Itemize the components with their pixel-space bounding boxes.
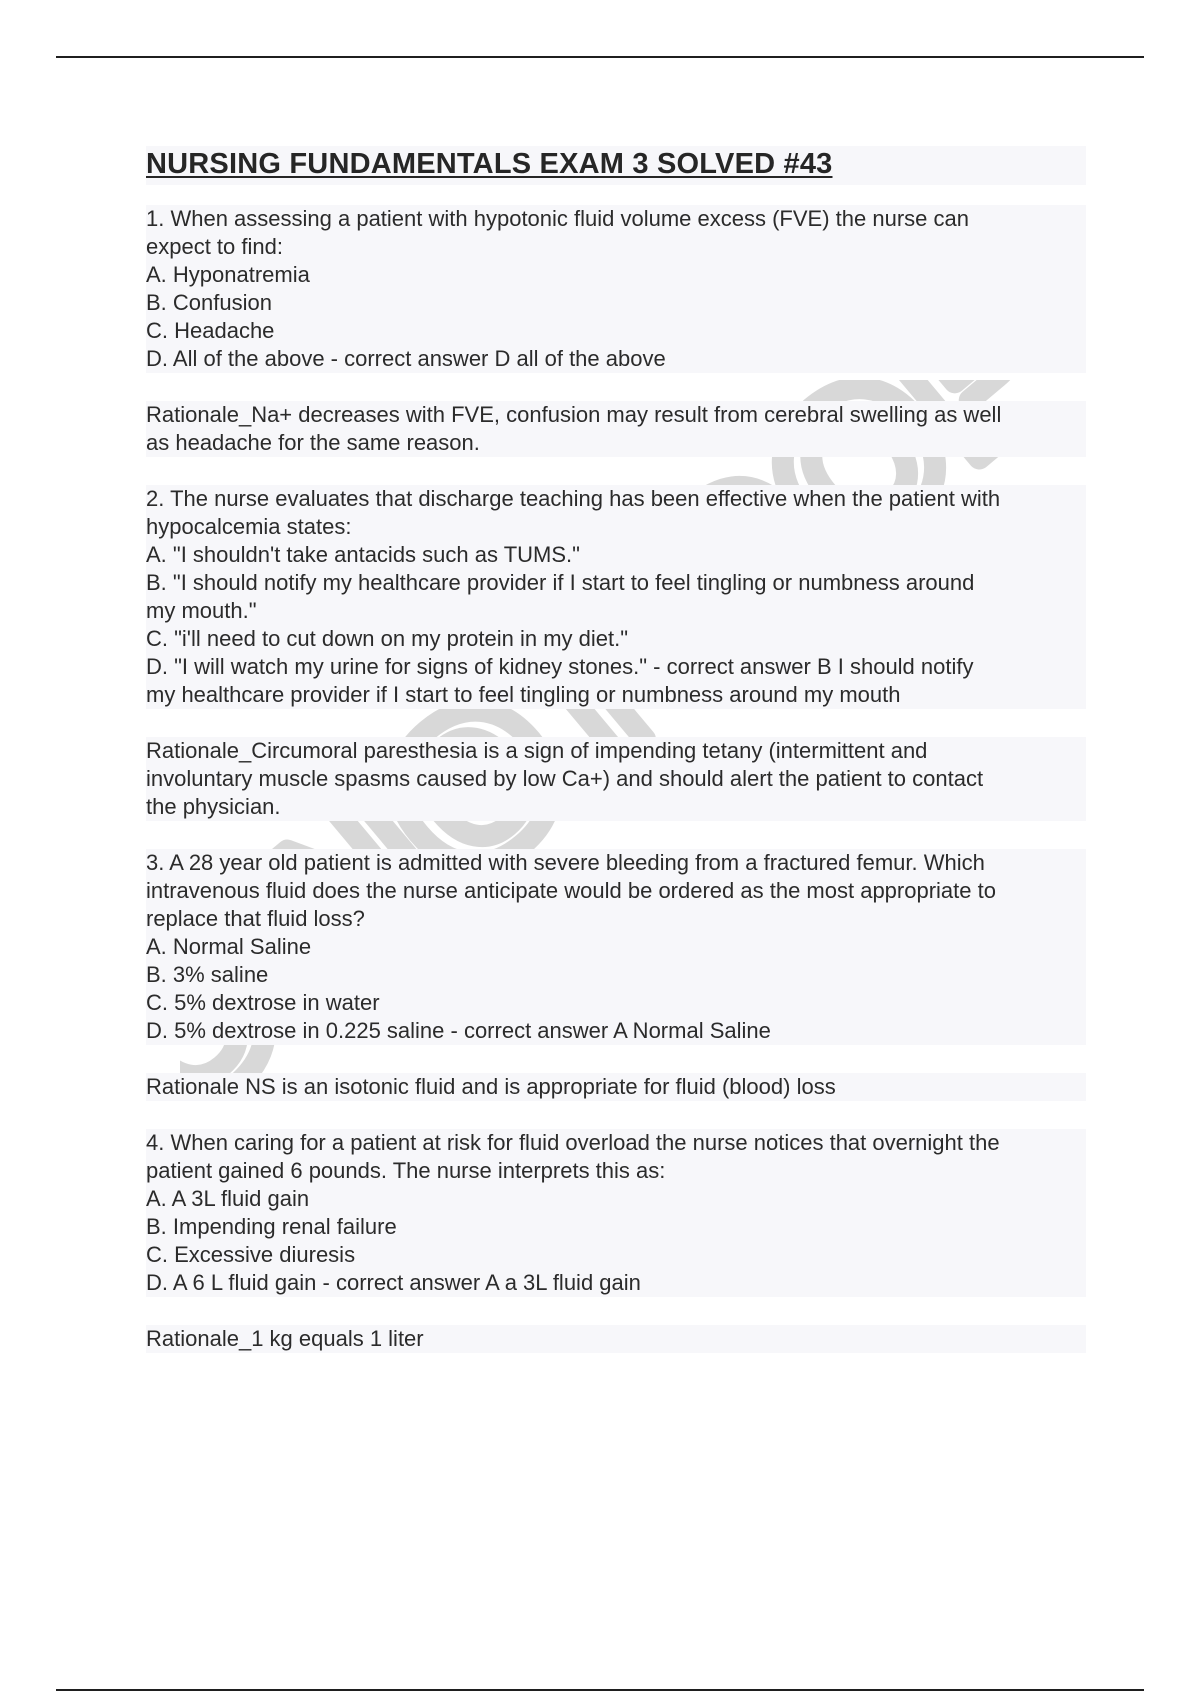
answer-option: D. All of the above - correct answer D all of the above xyxy=(146,346,666,371)
rationale-line: the physician. xyxy=(146,794,281,819)
answer-option: D. "I will watch my urine for signs of kidney stones." - correct answer B I should notify xyxy=(146,654,974,679)
answer-option: D. 5% dextrose in 0.225 saline - correct answer A Normal Saline xyxy=(146,1018,771,1043)
answer-option: C. "i'll need to cut down on my protein in my diet." xyxy=(146,626,629,651)
answer-option: C. Excessive diuresis xyxy=(146,1242,356,1267)
answer-option: A. Normal Saline xyxy=(146,934,312,959)
answer-option: B. 3% saline xyxy=(146,962,269,987)
question-line: 4. When caring for a patient at risk for fluid overload the nurse notices that overnight the xyxy=(146,1130,1000,1155)
question-2 xyxy=(146,485,1086,709)
top-rule xyxy=(56,56,1144,58)
question-line: intravenous fluid does the nurse anticipate would be ordered as the most appropriate to xyxy=(146,878,996,903)
bottom-rule xyxy=(56,1689,1144,1691)
rationale-line: Rationale_Circumoral paresthesia is a sign of impending tetany (intermittent and xyxy=(146,738,928,763)
rationale-4 xyxy=(146,1325,1086,1353)
answer-option: C. 5% dextrose in water xyxy=(146,990,380,1015)
question-line: replace that fluid loss? xyxy=(146,906,365,931)
question-3 xyxy=(146,849,1086,1045)
rationale-3 xyxy=(146,1073,1086,1101)
question-line: 3. A 28 year old patient is admitted with severe bleeding from a fractured femur. Which xyxy=(146,850,985,875)
question-line: patient gained 6 pounds. The nurse interprets this as: xyxy=(146,1158,666,1183)
answer-option: A. A 3L fluid gain xyxy=(146,1186,310,1211)
answer-option: C. Headache xyxy=(146,318,275,343)
question-line: 1. When assessing a patient with hypotonic fluid volume excess (FVE) the nurse can xyxy=(146,206,969,231)
document-body xyxy=(146,146,1086,1353)
answer-option: A. "I shouldn't take antacids such as TUMS." xyxy=(146,542,580,567)
rationale-line: involuntary muscle spasms caused by low Ca+) and should alert the patient to contact xyxy=(146,766,984,791)
rationale-line: Rationale_1 kg equals 1 liter xyxy=(146,1326,424,1351)
answer-option: A. Hyponatremia xyxy=(146,262,310,287)
answer-option: D. A 6 L fluid gain - correct answer A a 3L fluid gain xyxy=(146,1270,641,1295)
question-line: hypocalcemia states: xyxy=(146,514,352,539)
question-1 xyxy=(146,205,1086,373)
rationale-line: as headache for the same reason. xyxy=(146,430,480,455)
rationale-2 xyxy=(146,737,1086,821)
question-line: expect to find: xyxy=(146,234,283,259)
question-line: 2. The nurse evaluates that discharge teaching has been effective when the patient with xyxy=(146,486,1001,511)
page-title: NURSING FUNDAMENTALS EXAM 3 SOLVED #43 xyxy=(146,146,1086,185)
answer-option: B. Impending renal failure xyxy=(146,1214,397,1239)
answer-option: my healthcare provider if I start to feel tingling or numbness around my mouth xyxy=(146,682,901,707)
rationale-1 xyxy=(146,401,1086,457)
rationale-line: Rationale NS is an isotonic fluid and is appropriate for fluid (blood) loss xyxy=(146,1074,836,1099)
rationale-line: Rationale_Na+ decreases with FVE, confusion may result from cerebral swelling as well xyxy=(146,402,1002,427)
answer-option: B. Confusion xyxy=(146,290,272,315)
question-4 xyxy=(146,1129,1086,1297)
answer-option: B. "I should notify my healthcare provider if I start to feel tingling or numbness around xyxy=(146,570,975,595)
answer-option: my mouth." xyxy=(146,598,257,623)
